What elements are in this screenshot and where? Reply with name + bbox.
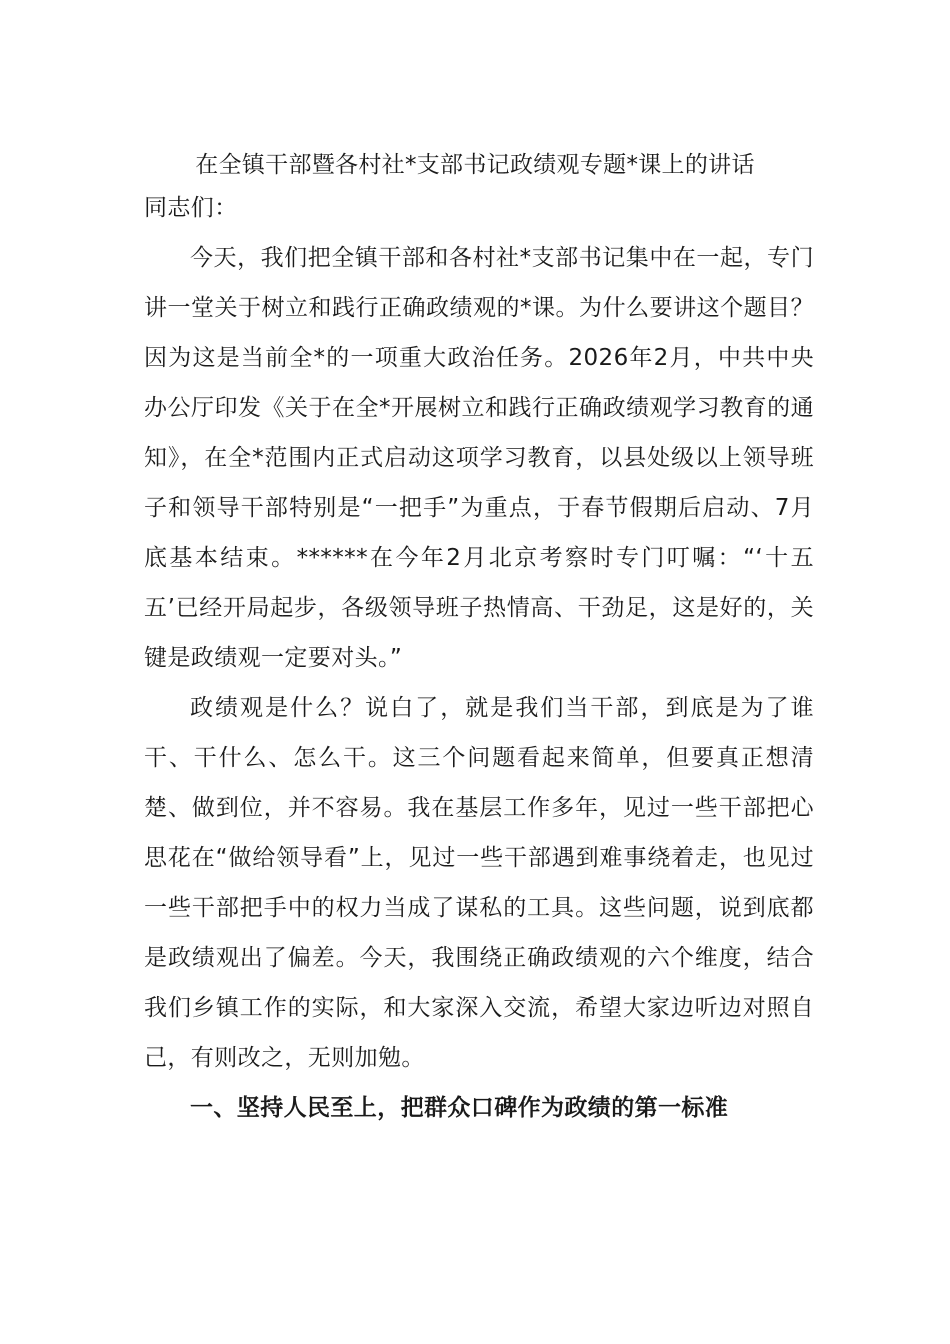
section-heading: 一、坚持人民至上，把群众口碑作为政绩的第一标准 — [190, 1095, 729, 1121]
document-body — [144, 183, 814, 1133]
paragraph-definition: 政绩观是什么？说白了，就是我们当干部，到底是为了谁干、干什么、怎么干。这三个问题看起来简单，但要真正想清楚、做到位，并不容易。我在基层工作多年，见过一些干部把心思花在“做给领导看”上，见过一些干部遇到难事绕着走，也见过一些干部把手中的权力当成了谋私的工具。这些问题，说到底都是政绩观出了偏差。今天，我围绕正确政绩观的六个维度，结合我们乡镇工作的实际，和大家深入交流，希望大家边听边对照自己，有则改之，无则加勉。 — [144, 695, 814, 1071]
salutation: 同志们： — [144, 195, 238, 221]
document-title: 在全镇干部暨各村社*支部书记政绩观专题*课上的讲话 — [195, 152, 755, 178]
paragraph-intro: 今天，我们把全镇干部和各村社*支部书记集中在一起，专门讲一堂关于树立和践行正确政绩观的*课。为什么要讲这个题目？因为这是当前全*的一项重大政治任务。2026年2月，中共中央办公厅印发《关于在全*开展树立和践行正确政绩观学习教育的通知》，在全*范围内正式启动这项学习教育，以县处级以上领导班子和领导干部特别是“一把手”为重点，于春节假期后启动、7月底基本结束。******在今年2月北京考察时专门叮嘱：“‘十五五’已经开局起步，各级领导班子热情高、干劲足，这是好的，关键是政绩观一定要对头。” — [144, 245, 814, 671]
